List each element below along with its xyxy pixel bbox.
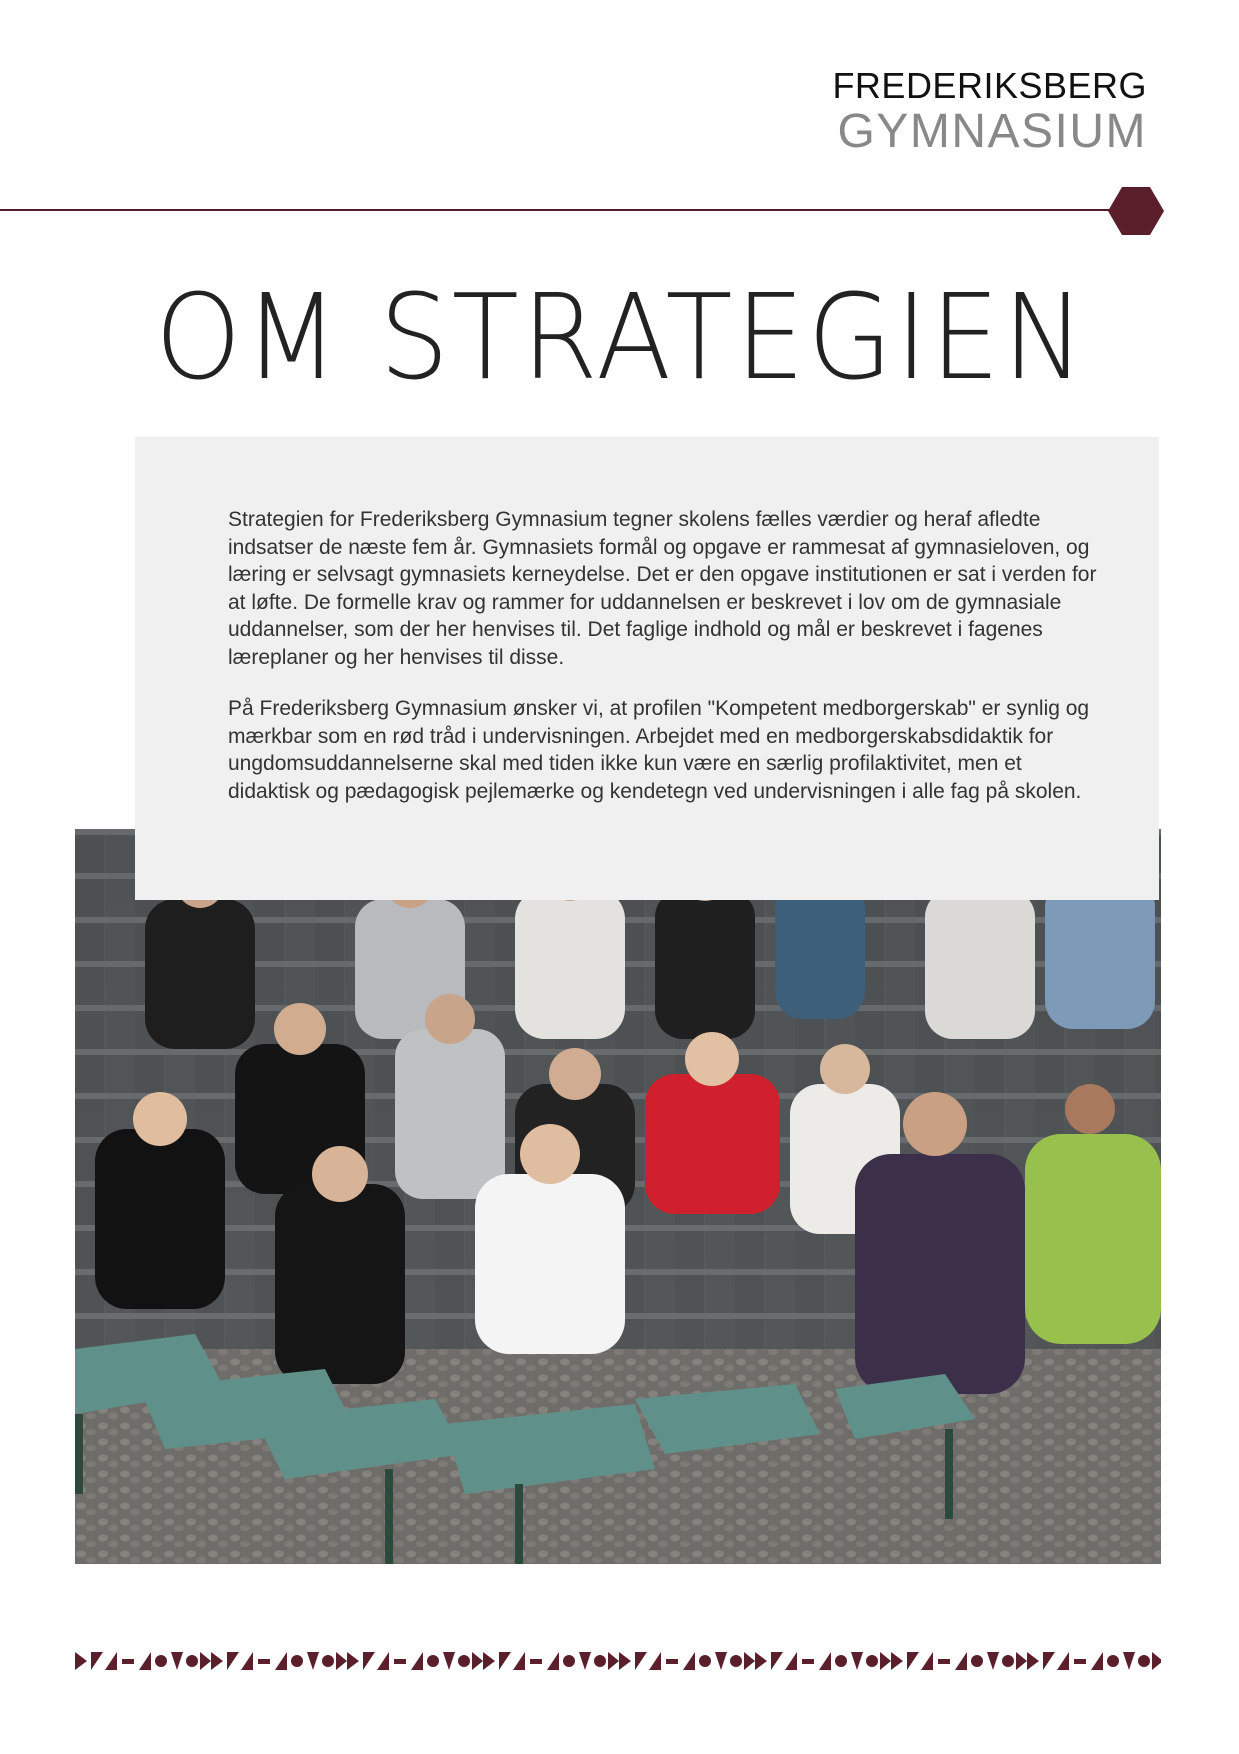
intro-paragraph-2: På Frederiksberg Gymnasium ønsker vi, at profilen "Kompetent medborgerskab" er synlig og mærkbar som en rød tråd i undervisningen. Arbejdet med en medborgerskabsdidaktik for ungdomsuddannelserne skal med tiden ikke kun være en særlig profilaktivitet, men et didaktisk og pædagogisk pejlemærke og kendetegn ved undervisningen i alle fag på skolen. [228, 697, 1090, 803]
page-title: OM STRATEGIEN [155, 268, 1088, 406]
intro-text-box [135, 437, 1159, 900]
logo-line-gymnasium: GYMNASIUM [837, 105, 1147, 158]
intro-paragraph-1: Strategien for Frederiksberg Gymnasium tegner skolens fælles værdier og heraf afledte indsatser de næste fem år. Gymnasiets formål og opgave er rammesat af gymnasieloven, og læring er selvsagt gymnasiets kerneydelse. Det er den opgave institutionen er sat i verden for at løfte. De formelle krav og rammer for uddannelsen er beskrevet i lov om de gymnasiale uddannelser, som der her henvises til. Det faglige indhold og mål er beskrevet i fagenes læreplaner og her henvises til disse. [228, 508, 1097, 669]
group-photo-icon [75, 829, 1161, 1564]
header-divider [0, 209, 1120, 211]
hexagon-icon [1108, 187, 1164, 235]
logo-line-frederiksberg: FREDERIKSBERG [832, 65, 1147, 106]
school-logo [832, 65, 1147, 158]
geometric-border-icon [75, 1652, 1161, 1670]
